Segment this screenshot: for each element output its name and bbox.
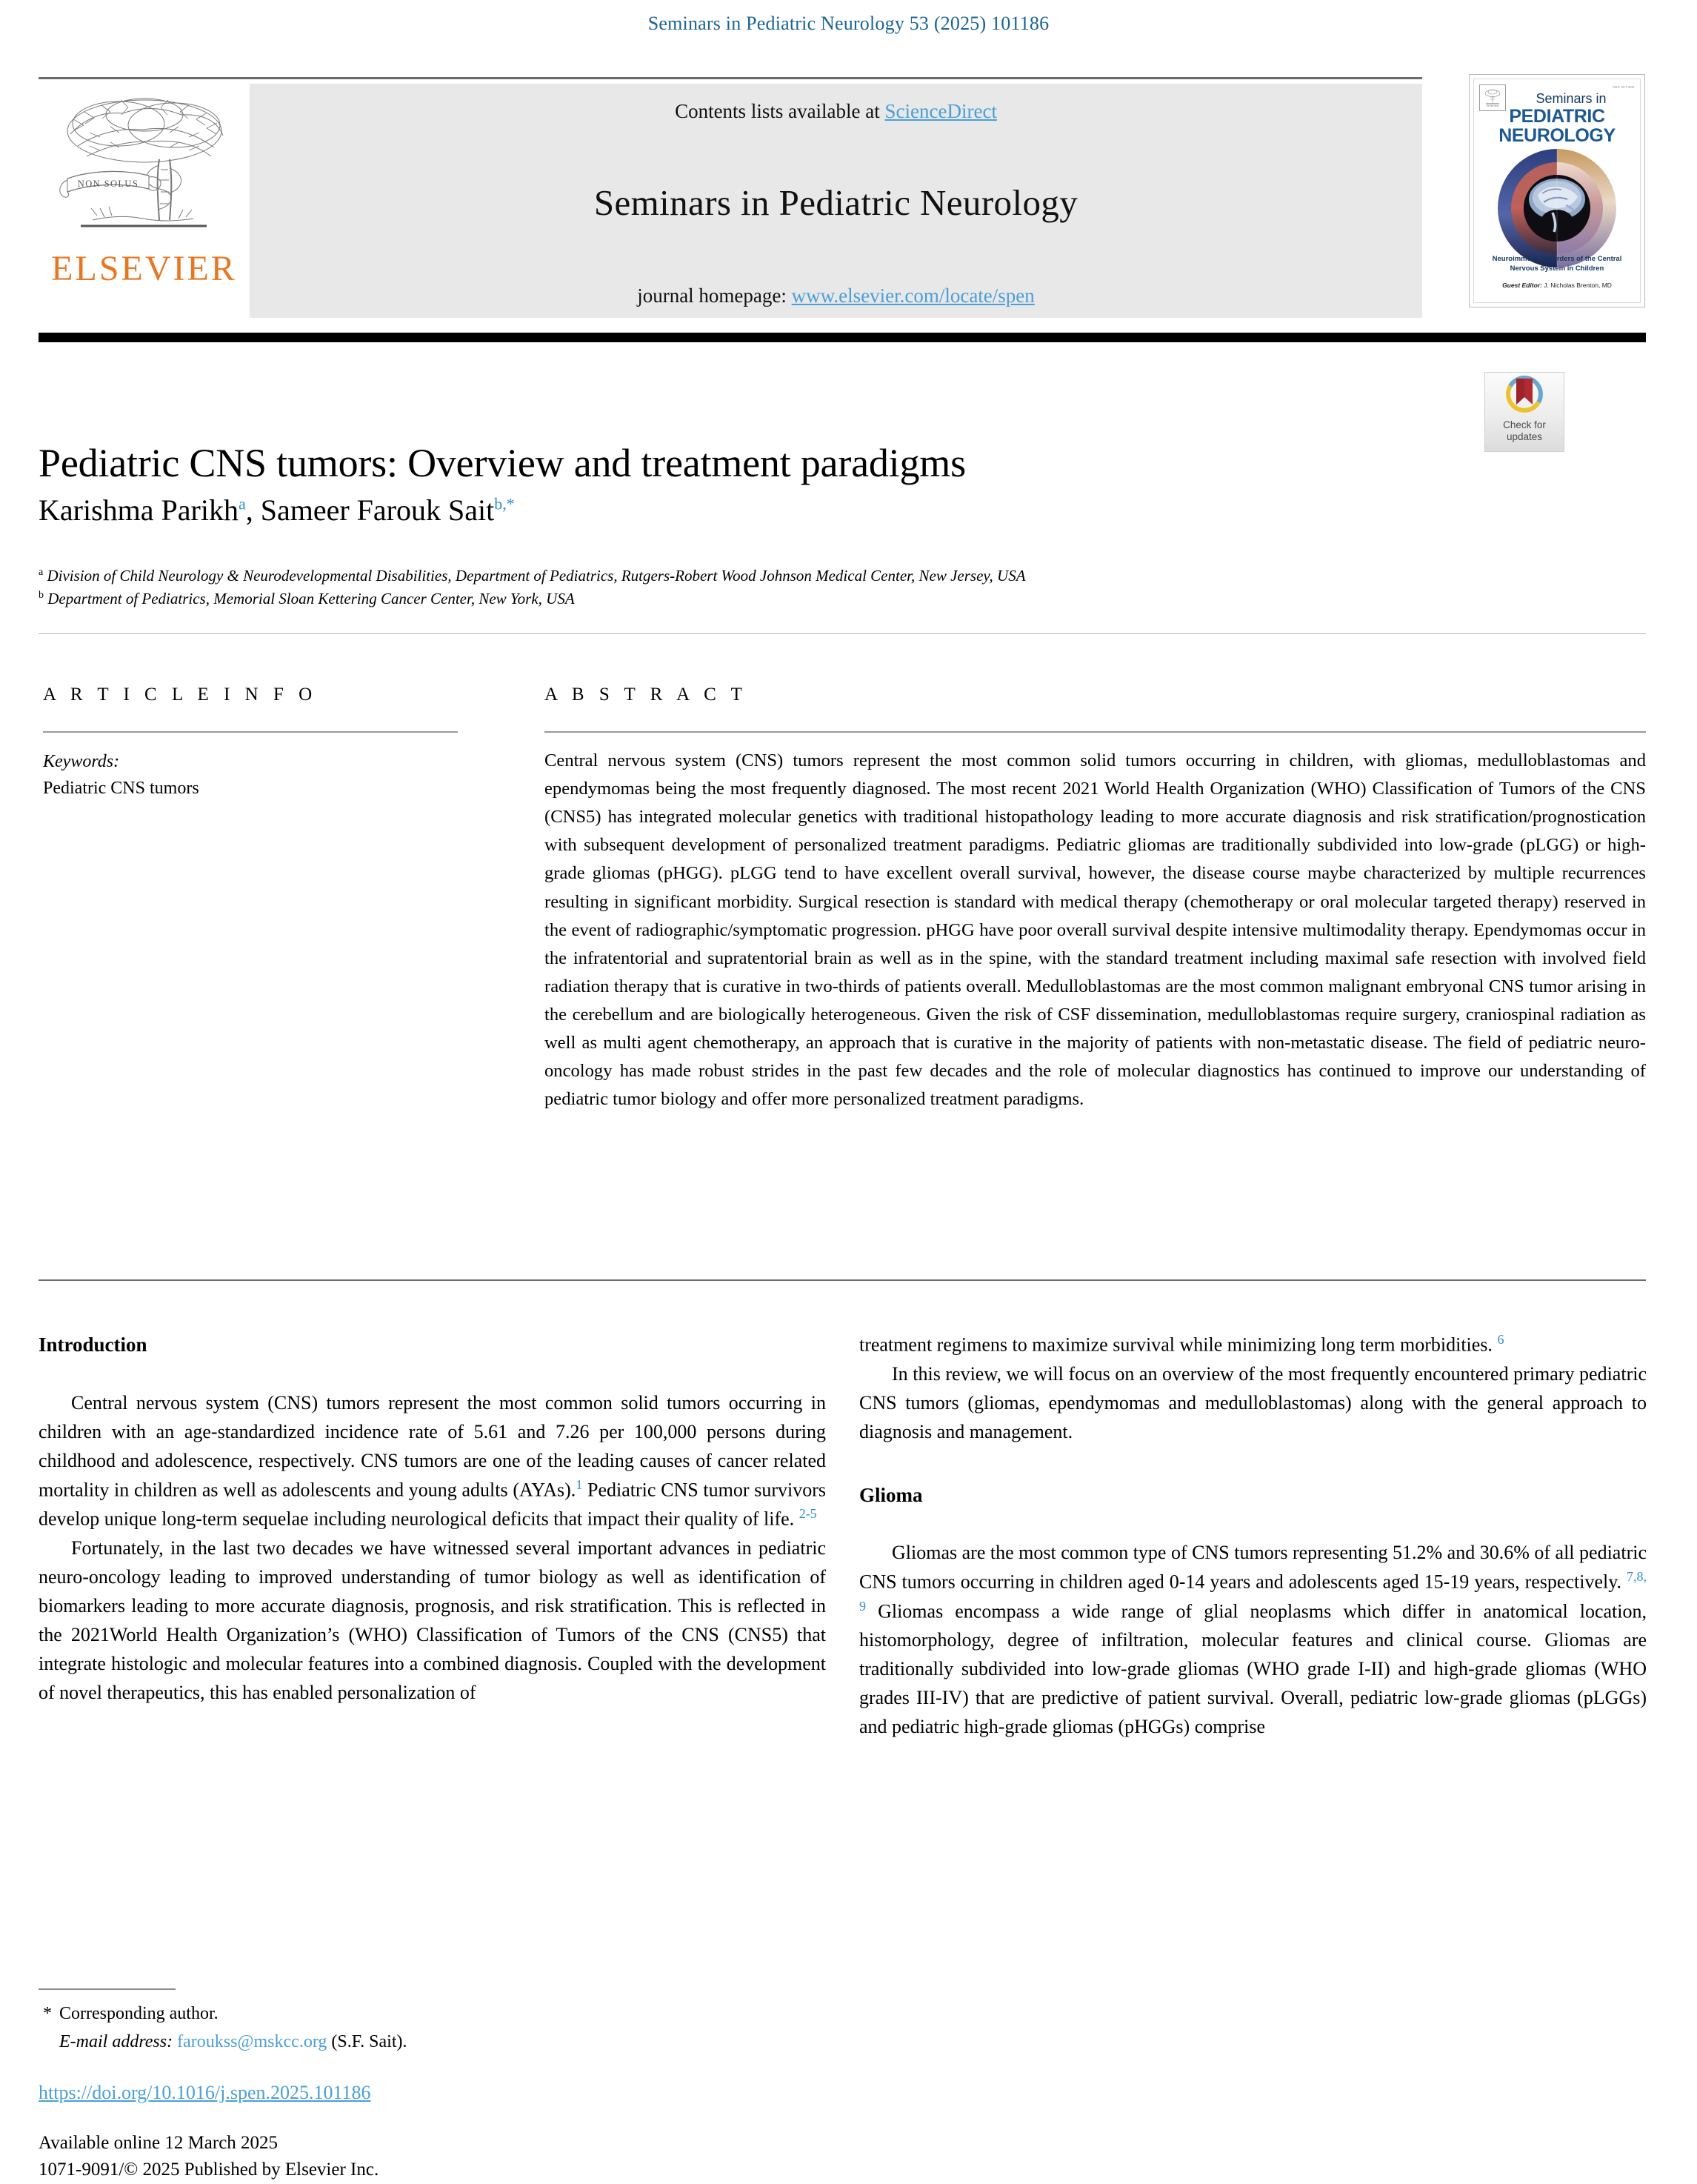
citation-ref-6[interactable]: 6 <box>1497 1332 1504 1347</box>
title-block-rule <box>39 633 1646 634</box>
corresponding-author-mark[interactable]: * <box>506 494 515 513</box>
body-column-left <box>39 1330 826 1707</box>
cover-issn: ISSN 1071-9091 <box>1613 85 1635 89</box>
section-heading-glioma: Glioma <box>859 1483 923 1506</box>
citation-ref-2-5[interactable]: 2-5 <box>799 1506 817 1522</box>
author-name-2: Sameer Farouk Sait <box>260 493 495 527</box>
crossmark-line2: updates <box>1506 430 1543 442</box>
journal-homepage-link[interactable]: www.elsevier.com/locate/spen <box>791 284 1035 307</box>
journal-banner <box>250 84 1422 318</box>
crossmark-badge[interactable] <box>1484 372 1564 452</box>
cover-artwork <box>1493 144 1621 272</box>
paragraph-intro-1 <box>39 1388 826 1534</box>
author-name-1: Karishma Parikh <box>39 493 239 527</box>
paragraph-intro-1b: Pediatric CNS tumor survivors develop unique long-term sequelae including neurological deficits that impact their quality of life. <box>39 1479 826 1530</box>
affiliation-b-text: Department of Pediatrics, Memorial Sloan Kettering Cancer Center, New York, USA <box>47 590 575 607</box>
article-info-heading: A R T I C L E I N F O <box>43 685 318 705</box>
paragraph-glioma-1b: Gliomas encompass a wide range of glial neoplasms which differ in anatomical location, histomorphology, degree of infiltration, molecular features and clinical course. Gliomas are traditionally subdivided into low-grade gliomas (WHO grade I-II) and high-grade gliomas (WHO grades III-IV) that are predictive of patient survival. Overall, pediatric low-grade gliomas (pLGGs) and pediatric high-grade gliomas (pHGGs) comprise <box>859 1600 1647 1738</box>
footnote-rule <box>39 1988 176 1990</box>
article-info-rule <box>43 731 458 733</box>
corresponding-star: * <box>43 2004 52 2023</box>
abstract-bottom-rule <box>39 1279 1646 1281</box>
publication-info <box>39 2130 379 2184</box>
email-suffix: (S.F. Sait). <box>331 2032 407 2051</box>
cover-title-line3: NEUROLOGY <box>1498 124 1616 146</box>
abstract-rule <box>544 731 1646 733</box>
author-list <box>39 493 1372 527</box>
svg-text:ELSEVIER: ELSEVIER <box>1486 104 1499 107</box>
section-heading-introduction: Introduction <box>39 1334 147 1356</box>
keywords-value: Pediatric CNS tumors <box>43 779 199 798</box>
abstract-text: Central nervous system (CNS) tumors represent the most common solid tumors occurring in children, with gliomas, medulloblastomas and ependymomas being the most frequently diagnosed. The most recent 2021 World Health Organization (WHO) Classification of Tumors of the CNS (CNS5) has integrated molecular genetics with traditional histopathology leading to more accurate diagnosis and risk stratification/prognostication with subsequent development of personalized treatment paradigms. Pediatric gliomas are traditionally subdivided into low-grade (pLGG) or high-grade gliomas (pHGG). pLGG tend to have excellent overall survival, however, the disease course maybe characterized by multiple recurrences resulting in significant morbidity. Surgical resection is standard with medical therapy (chemotherapy or oral molecular targeted therapy) reserved in the event of radiographic/symptomatic progression. pHGG have poor overall survival despite intensive multimodality therapy. Ependymomas occur in the infratentorial and supratentorial brain as well as in the spine, with the standard treatment including maximal safe resection with involved field radiation therapy that is curative in two-thirds of patients overall. Medulloblastomas are the most common malignant embryonal CNS tumor arising in the cerebellum and are biologically heterogeneous. Given the risk of CSF dissemination, medulloblastomas require surgery, craniospinal radiation as well as multi agent chemotherapy, an approach that is curative in the majority of patients with non-metastatic disease. The field of pediatric neuro-oncology has made robust strides in the past few decades and the role of molecular diagnostics has continued to improve our understanding of pediatric tumor biology and offer more personalized treatment paradigms. <box>544 750 1646 1110</box>
copyright-line: 1071-9091/© 2025 Published by Elsevier Inc. <box>39 2160 379 2180</box>
cover-title-line2: PEDIATRIC <box>1509 106 1605 127</box>
affiliation-b <box>39 587 1520 610</box>
cover-guest-editor-name: J. Nicholas Brenton, MD <box>1541 282 1612 289</box>
masthead-bottom-rule <box>39 333 1646 342</box>
cover-guest-editor-label: Guest Editor: <box>1502 282 1542 289</box>
elsevier-tree-icon <box>48 88 241 250</box>
paragraph-intro-3a: treatment regimens to maximize survival while minimizing long term morbidities. <box>859 1334 1498 1356</box>
doi-link[interactable]: https://doi.org/10.1016/j.spen.2025.101186 <box>39 2082 371 2103</box>
paragraph-intro-2: Fortunately, in the last two decades we have witnessed several important advances in pediatric neuro-oncology leading to improved understanding of tumor biology as well as identification of biomarkers leading to more accurate diagnosis, prognosis, and risk stratification. This is reflected in the 2021World Health Organization’s (WHO) Classification of Tumors of the CNS (CNS5) that integrate histologic and molecular features into a combined diagnosis. Coupled with the development of novel therapeutics, this has enabled personalization of <box>39 1537 826 1703</box>
elsevier-logo <box>39 84 250 318</box>
author-separator: , <box>245 493 261 527</box>
keywords-label: Keywords: <box>43 752 120 771</box>
cover-caption-line1: Neuroimmune Disorders of the Central <box>1492 255 1622 264</box>
paragraph-intro-4: In this review, we will focus on an overview of the most frequently encountered primary pediatric CNS tumors (gliomas, ependymomas and medulloblastomas) along with the general approach to diagnosis and management. <box>859 1362 1647 1442</box>
paragraph-intro-1a: Central nervous system (CNS) tumors represent the most common solid tumors occurring in children with an age-standardized incidence rate of 5.61 and 7.26 per 100,000 persons during childhood and adolescence, respectively. CNS tumors are one of the leading causes of cancer related mortality in children as well as adolescents and young adults (AYAs). <box>39 1391 826 1501</box>
homepage-prefix: journal homepage: <box>637 284 792 307</box>
running-head: Seminars in Pediatric Neurology 53 (2025) 101186 <box>647 13 1050 34</box>
author-affil-mark-2[interactable]: b, <box>494 494 507 513</box>
journal-homepage-line <box>637 284 1035 307</box>
abstract-heading: A B S T R A C T <box>544 685 747 705</box>
crossmark-label <box>1485 419 1564 442</box>
affiliation-a-text: Division of Child Neurology & Neurodevelopmental Disabilities, Department of Pediatrics, Rutgers-Robert Wood Johnson Medical Center, New Jersey, USA <box>47 567 1026 585</box>
elsevier-wordmark: ELSEVIER <box>51 249 237 288</box>
paragraph-intro-3 <box>859 1330 1647 1359</box>
affiliation-a-mark: a <box>39 567 44 578</box>
paragraph-glioma-1a: Gliomas are the most common type of CNS tumors representing 51.2% and 30.6% of all pediatric CNS tumors occurring in children aged 0-14 years and adolescents aged 15-19 years, respectively. <box>859 1542 1647 1593</box>
affiliation-b-mark: b <box>39 590 44 601</box>
body-column-right <box>859 1330 1647 1741</box>
cover-brain-ring-icon <box>1493 144 1621 272</box>
citation-ref-7-9[interactable]: 7,8, 9 <box>859 1569 1647 1614</box>
sciencedirect-link[interactable]: ScienceDirect <box>884 100 997 122</box>
elsevier-motto: NON SOLUS <box>77 179 139 189</box>
email-link[interactable]: faroukss@mskcc.org <box>177 2032 327 2051</box>
cover-guest-editor <box>1474 282 1640 289</box>
paragraph-glioma-1 <box>859 1538 1647 1741</box>
contents-prefix: Contents lists available at <box>675 100 885 122</box>
cover-title-lines <box>1474 107 1640 145</box>
contents-line <box>675 100 997 123</box>
corresponding-author-note <box>43 2000 843 2027</box>
crossmark-line1: Check for <box>1503 419 1546 430</box>
journal-cover-thumbnail[interactable] <box>1469 74 1645 307</box>
corresponding-label: Corresponding author. <box>59 2004 219 2023</box>
keywords-block <box>43 748 458 802</box>
crossmark-logo-icon <box>1498 373 1550 417</box>
cover-caption-line2: Nervous System in Children <box>1510 264 1604 273</box>
journal-title: Seminars in Pediatric Neurology <box>593 182 1078 223</box>
affiliation-a <box>39 565 1520 587</box>
citation-ref-1[interactable]: 1 <box>576 1476 583 1492</box>
author-affil-mark-1[interactable]: a <box>238 494 246 513</box>
cover-title-line1: Seminars in <box>1536 91 1607 106</box>
email-note <box>59 2028 859 2055</box>
page-title: Pediatric CNS tumors: Overview and treatment paradigms <box>39 441 966 486</box>
available-online: Available online 12 March 2025 <box>39 2133 279 2153</box>
journal-masthead <box>39 77 1422 318</box>
email-label: E-mail address: <box>59 2032 173 2051</box>
cover-caption <box>1474 255 1640 274</box>
